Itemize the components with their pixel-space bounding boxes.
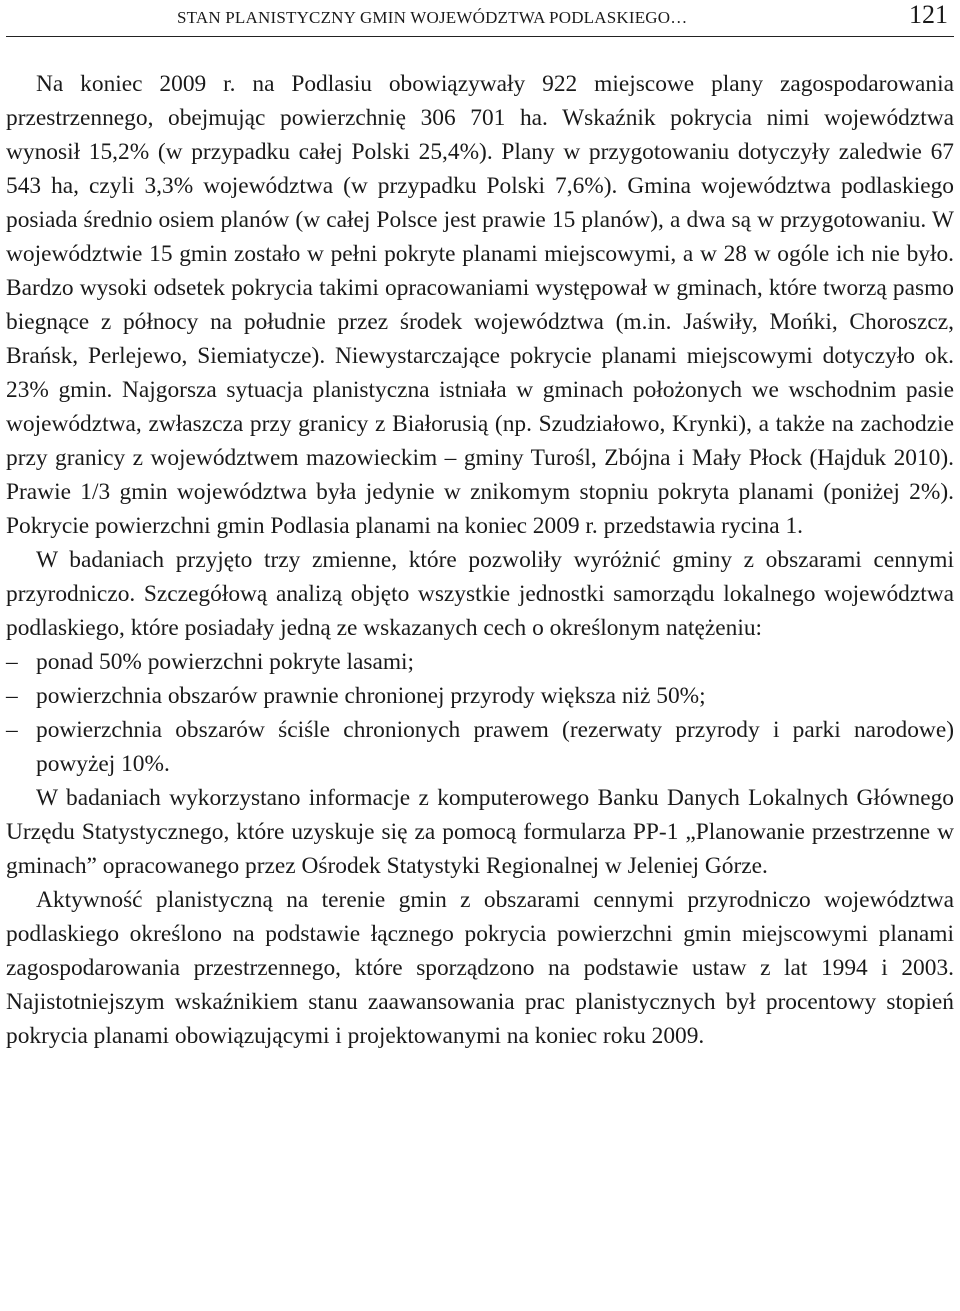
body-text — [6, 67, 954, 1053]
list-dash: – — [6, 717, 18, 743]
paragraph-planning-activity: Aktywność planistyczną na terenie gmin z obszarami cennymi przyrodniczo województwa podlaskiego określono na podstawie łącznego pokrycia powierzchni gmin miejscowymi planami zagospodarowania przestrzennego, które sporządzono na podstawie ustaw z lat 1994 i 2003. Najistotniejszym wskaźnikiem stanu zaawansowania prac planistycznych był procentowy stopień pokrycia planami obowiązującymi i projektowanymi na koniec roku 2009. — [6, 887, 954, 1049]
list-dash: – — [6, 649, 18, 675]
criteria-list — [6, 645, 954, 781]
list-item-text: powierzchnia obszarów ściśle chronionych prawem (rezerwaty przyrody i parki narodowe) powyżej 10%. — [36, 717, 954, 777]
running-header — [6, 0, 954, 37]
list-item — [6, 679, 954, 713]
list-item — [6, 645, 954, 679]
paragraph-data-sources: W badaniach wykorzystano informacje z komputerowego Banku Danych Lokalnych Głównego Urzędu Statystycznego, które uzyskuje się za pomocą formularza PP-1 „Planowanie przestrzenne w gminach” opracowanego przez Ośrodek Statystyki Regionalnej w Jeleniej Górze. — [6, 785, 954, 879]
running-title: STAN PLANISTYCZNY GMIN WOJEWÓDZTWA PODLASKIEGO… — [177, 8, 688, 27]
list-item — [6, 713, 954, 781]
paragraph-research-variables: W badaniach przyjęto trzy zmienne, które pozwoliły wyróżnić gminy z obszarami cennymi przyrodniczo. Szczegółową analizą objęto wszystkie jednostki samorządu lokalnego województwa podlaskiego, które posiadały jedną ze wskazanych cech o określonym natężeniu: — [6, 547, 954, 641]
page — [6, 0, 954, 1053]
list-item-text: ponad 50% powierzchni pokryte lasami; — [36, 649, 415, 675]
list-item-text: powierzchnia obszarów prawnie chronionej przyrody większa niż 50%; — [36, 683, 706, 709]
list-dash: – — [6, 683, 18, 709]
paragraph-planning-coverage: Na koniec 2009 r. na Podlasiu obowiązywały 922 miejscowe plany zagospodarowania przestrzennego, obejmując powierzchnię 306 701 ha. Wskaźnik pokrycia nimi województwa wynosił 15,2% (w przypadku całej Polski 25,4%). Plany w przygotowaniu dotyczyły zaledwie 67 543 ha, czyli 3,3% województwa (w przypadku Polski 7,6%). Gmina województwa podlaskiego posiada średnio osiem planów (w całej Polsce jest prawie 15 planów), a dwa są w przygotowaniu. W województwie 15 gmin zostało w pełni pokryte planami miejscowymi, a w 28 w ogóle ich nie było. Bardzo wysoki odsetek pokrycia takimi opracowaniami występował w gminach, które tworzą pasmo biegnące z północy na południe przez środek województwa (m.in. Jaświły, Mońki, Choroszcz, Brańsk, Perlejewo, Siemiatycze). Niewystarczające pokrycie planami miejscowymi dotyczyło ok. 23% gmin. Najgorsza sytuacja planistyczna istniała w gminach położonych we wschodnim pasie województwa, zwłaszcza przy granicy z Białorusią (np. Szudziałowo, Krynki), a także na zachodzie przy granicy z województwem mazowieckim – gminy Turośl, Zbójna i Mały Płock (Hajduk 2010). Prawie 1/3 gmin województwa była jedynie w znikomym stopniu pokryta planami (poniżej 2%). Pokrycie powierzchni gmin Podlasia planami na koniec 2009 r. przedstawia rycina 1. — [6, 71, 954, 539]
page-number: 121 — [909, 0, 948, 29]
